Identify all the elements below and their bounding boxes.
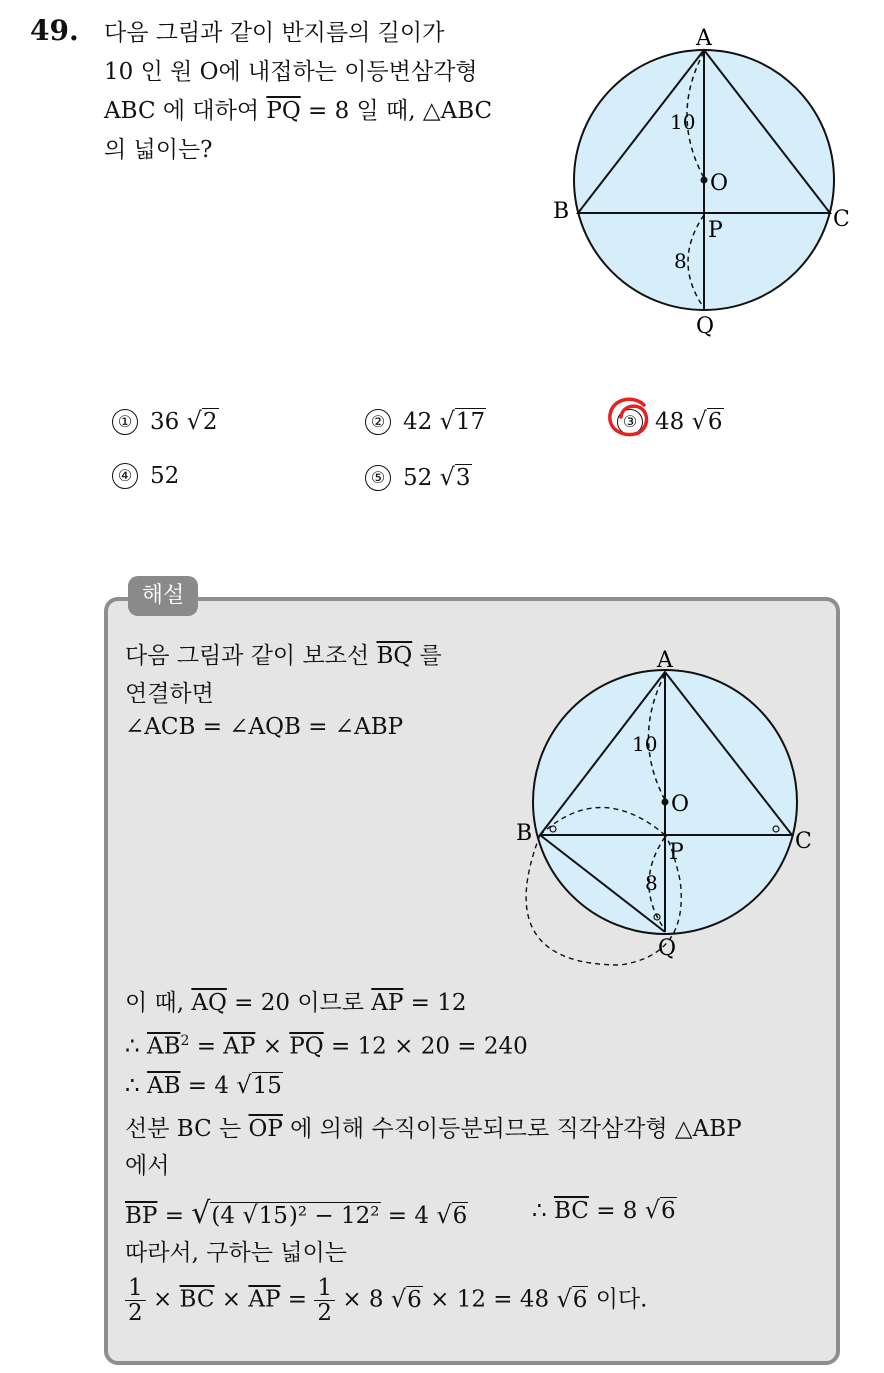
- label-b: B: [553, 199, 570, 224]
- sqrt: √6: [644, 1196, 676, 1224]
- solution-line-7: 선분 BC 는 $\overline{OP}$ 에 의해 수직이등분되므로 직각삼각형 △ABP: [125, 1116, 742, 1142]
- choice-5-number: ⑤: [365, 465, 391, 491]
- label-b: B: [516, 821, 533, 846]
- solution-line-10: 따라서, 구하는 넓이는: [125, 1240, 347, 1266]
- solution-line-1: 다음 그림과 같이 보조선 $\overline{BQ}$ 를: [125, 643, 442, 669]
- label-a: A: [657, 648, 673, 673]
- label-radius: 10: [670, 110, 696, 134]
- choice-4[interactable]: ④ 52: [112, 463, 179, 489]
- choice-4-number: ④: [112, 463, 138, 489]
- label-pq-length: 8: [674, 249, 687, 273]
- solution-line-3: ∠ACB = ∠AQB = ∠ABP: [125, 714, 404, 740]
- choice-2[interactable]: ② 42 √17: [365, 407, 486, 435]
- choice-2-number: ②: [365, 409, 391, 435]
- solution-line-9: $\overline{BP} = √(4$ √15)² − 12² = 4 √6: [125, 1196, 468, 1231]
- label-o: O: [671, 792, 690, 817]
- label-q: Q: [696, 314, 715, 339]
- solution-line-11: $\frac{1}{2}$ × $\overline{BC} \times \overline{AP}$ = $\frac{1}{2}$ × 8 √6 × 12 = 48 √6 이다.: [125, 1276, 647, 1325]
- label-o: O: [710, 171, 729, 196]
- choice-3-number: ③: [617, 409, 643, 435]
- center-dot: [701, 177, 708, 184]
- label-a: A: [696, 26, 712, 51]
- answer-circle-mark: [604, 395, 654, 441]
- choice-3[interactable]: ③ 48 √6: [617, 407, 724, 435]
- solution-line-8: 에서: [125, 1153, 170, 1179]
- sqrt: √17: [439, 407, 486, 435]
- label-pq-length: 8: [645, 871, 658, 895]
- sqrt: √6: [390, 1284, 422, 1313]
- solution-line-4: 이 때, $\overline{AQ} = 20$ 이므로 $\overline{AP} = 12$: [125, 990, 467, 1016]
- sqrt: √3: [439, 463, 471, 491]
- sqrt: √6: [556, 1284, 588, 1313]
- sqrt: √6: [436, 1201, 468, 1229]
- label-p: P: [708, 218, 723, 243]
- label-p: P: [669, 840, 684, 865]
- label-q: Q: [658, 936, 677, 961]
- question-line-3: ABC 에 대하여 $\overline{PQ} = 8$ 일 때, △ABC: [104, 98, 493, 124]
- fraction-half: $\frac{1}{2}$: [314, 1276, 335, 1325]
- sqrt-big: √(4 √15)² − 12²: [191, 1196, 380, 1231]
- question-line-4: 의 넓이는?: [104, 137, 213, 163]
- sqrt: √15: [236, 1071, 282, 1099]
- figure-inscribed-triangle: [550, 20, 860, 345]
- label-c: C: [833, 207, 850, 232]
- question-line-2: 10 인 원 O에 내접하는 이등변삼각형: [104, 59, 478, 85]
- sqrt: √2: [186, 407, 218, 435]
- center-dot: [662, 799, 669, 806]
- label-c: C: [795, 829, 812, 854]
- solution-line-6: ∴ $\overline{AB} = 4$ √15: [125, 1071, 282, 1099]
- choice-1-number: ①: [112, 409, 138, 435]
- solution-line-2: 연결하면: [125, 681, 214, 707]
- label-radius: 10: [632, 732, 658, 756]
- solution-line-5: ∴ $\overline{AB}^2 = \overline{AP} \times \overline{PQ} = 12 \times 20 = 240$: [125, 1033, 528, 1060]
- question-number: 49.: [30, 14, 79, 47]
- solution-line-9-conclusion: ∴ $\overline{BC} = 8$ √6: [532, 1196, 676, 1224]
- fraction-half: $\frac{1}{2}$: [125, 1276, 146, 1325]
- sqrt: √6: [691, 407, 723, 435]
- figure-solution: [510, 640, 830, 970]
- choice-5[interactable]: ⑤ 52 √3: [365, 463, 472, 491]
- question-line-1: 다음 그림과 같이 반지름의 길이가: [104, 20, 445, 46]
- solution-tag: 해설: [128, 576, 198, 616]
- choice-1[interactable]: ① 36 √2: [112, 407, 219, 435]
- segment-pq: $\overline{PQ}$: [266, 98, 301, 124]
